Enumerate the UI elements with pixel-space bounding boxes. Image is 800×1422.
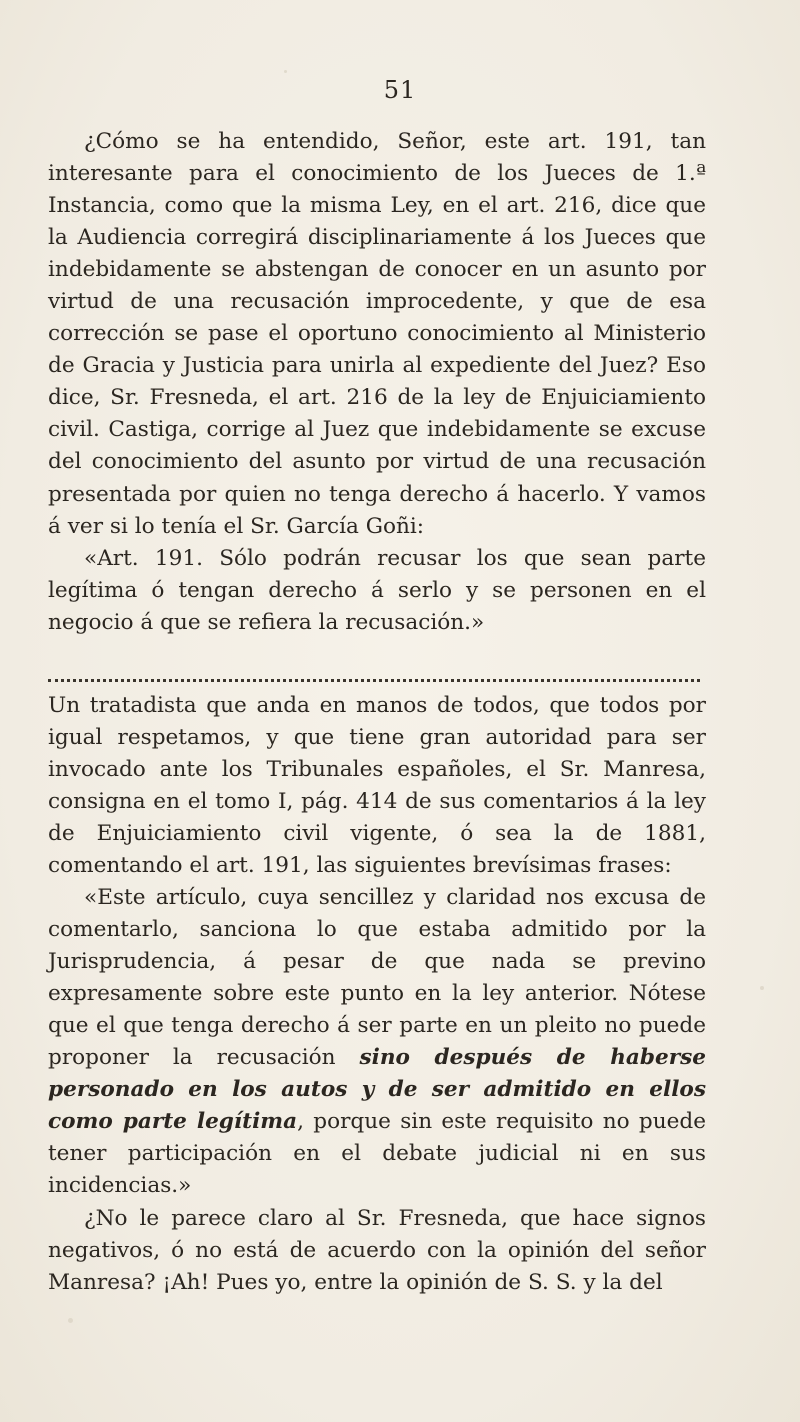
quote-text-start: «Este artículo, cuya sencillez y claridad nos excusa de comentarlo, sanciona lo que estaba admitido por la Jurisprudencia, á pesar de que nada se previno expresamente sobre este punto en la ley anterior. Nótese que el que tenga derecho á ser parte en un pleito no puede proponer la recusación: [48, 885, 706, 1071]
dotted-separator: [48, 659, 700, 682]
paper-spot: [284, 70, 287, 73]
quote-article-191: «Art. 191. Sólo podrán recusar los que sean parte legítima ó tengan derecho á serlo y se personen en el negocio á que se refiera la recusación.»: [48, 545, 706, 635]
paper-spot: [760, 986, 764, 990]
paragraph-1: ¿Cómo se ha entendido, Señor, este art. 191, tan interesante para el conocimiento de los Jueces de 1.ª Instancia, como que la misma Ley, en el art. 216, dice que la Audiencia corregirá disciplinariamente á los Jueces que indebidamente se abstengan de conocer en un asunto por virtud de una recusación improcedente, y que de esa corrección se pase el oportuno conocimiento al Ministerio de Gracia y Justicia para unirla al expediente del Juez? Eso dice, Sr. Fresneda, el art. 216 de la ley de Enjuiciamiento civil. Castiga, corrige al Juez que indebidamente se excuse del conocimiento del asunto por virtud de una recusación presentada por quien no tenga derecho á hacerlo. Y vamos á ver si lo tenía el Sr. García Goñi:: [48, 129, 706, 539]
paragraph-manresa: Un tratadista que anda en manos de todos, que todos por igual respetamos, y que tiene gran autoridad para ser invocado ante los Tribunales españoles, el Sr. Manresa, consigna en el tomo I, pág. 414 de sus comentarios á la ley de Enjuiciamiento civil vigente, ó sea la de 1881, comentando el art. 191, las siguientes brevísimas frases:: [48, 692, 706, 878]
paper-spot: [68, 1318, 73, 1323]
quote-manresa: [48, 882, 706, 1202]
body-text: [48, 126, 706, 1299]
quote-emphasis: sino después de haberse personado en los autos y de ser admitido en ellos como parte legítima: [48, 1045, 706, 1135]
quote-text-end: , porque sin este requisito no puede tener participación en el debate judicial ni en sus incidencias.»: [48, 1109, 706, 1199]
paragraph-final: ¿No le parece claro al Sr. Fresneda, que hace signos negativos, ó no está de acuerdo con la opinión del señor Manresa? ¡Ah! Pues yo, entre la opinión de S. S. y la del: [48, 1205, 706, 1295]
page-number: 51: [383, 76, 417, 104]
